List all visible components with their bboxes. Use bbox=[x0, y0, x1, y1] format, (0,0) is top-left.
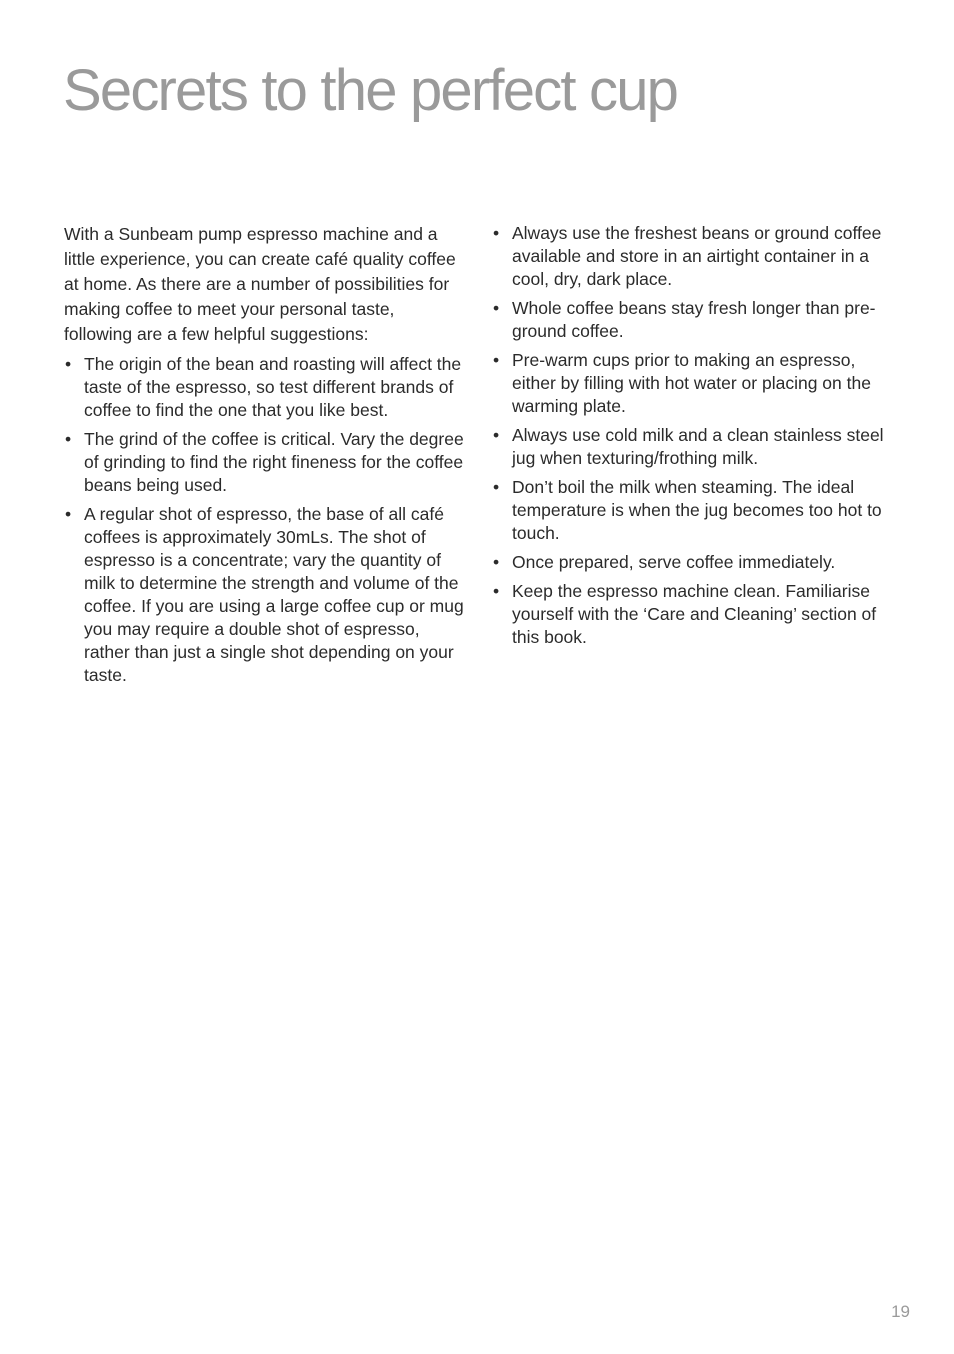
bullet-icon: • bbox=[65, 354, 72, 374]
right-bullet-list bbox=[492, 222, 892, 649]
list-item bbox=[492, 551, 892, 574]
list-item bbox=[64, 428, 464, 497]
bullet-icon: • bbox=[493, 581, 500, 601]
bullet-icon: • bbox=[65, 504, 72, 524]
list-item bbox=[492, 222, 892, 291]
list-item-text: Pre-warm cups prior to making an espresso, either by filling with hot water or placing on the warming plate. bbox=[512, 350, 871, 416]
left-column bbox=[64, 222, 464, 693]
bullet-icon: • bbox=[493, 477, 500, 497]
list-item-text: Whole coffee beans stay fresh longer than pre-ground coffee. bbox=[512, 298, 876, 341]
list-item-text: Keep the espresso machine clean. Familiarise yourself with the ‘Care and Cleaning’ section of this book. bbox=[512, 581, 877, 647]
list-item bbox=[64, 503, 464, 687]
list-item-text: Once prepared, serve coffee immediately. bbox=[512, 552, 836, 572]
bullet-icon: • bbox=[493, 552, 500, 572]
bullet-icon: • bbox=[493, 298, 500, 318]
list-item bbox=[492, 424, 892, 470]
page-number: 19 bbox=[891, 1302, 910, 1321]
list-item bbox=[492, 349, 892, 418]
left-bullet-list bbox=[64, 353, 464, 687]
list-item bbox=[64, 353, 464, 422]
right-column bbox=[492, 222, 892, 655]
bullet-icon: • bbox=[493, 223, 500, 243]
list-item-text: Don’t boil the milk when steaming. The ideal temperature is when the jug becomes too hot to touch. bbox=[512, 477, 882, 543]
list-item bbox=[492, 580, 892, 649]
list-item-text: Always use cold milk and a clean stainless steel jug when texturing/frothing milk. bbox=[512, 425, 884, 468]
list-item bbox=[492, 297, 892, 343]
bullet-icon: • bbox=[65, 429, 72, 449]
list-item-text: The origin of the bean and roasting will affect the taste of the espresso, so test different brands of coffee to find the one that you like best. bbox=[84, 354, 462, 420]
list-item-text: A regular shot of espresso, the base of all café coffees is approximately 30mLs. The shot of espresso is a concentrate; vary the quantity of milk to determine the strength and volume of the coffee. If you are using a large coffee cup or mug you may require a double shot of espresso, rather than just a single shot depending on your taste. bbox=[84, 504, 464, 685]
list-item-text: The grind of the coffee is critical. Vary the degree of grinding to find the right fineness for the coffee beans being used. bbox=[84, 429, 464, 495]
bullet-icon: • bbox=[493, 425, 500, 445]
bullet-icon: • bbox=[493, 350, 500, 370]
page-title: Secrets to the perfect cup bbox=[63, 58, 678, 123]
intro-paragraph: With a Sunbeam pump espresso machine and a little experience, you can create café quality coffee at home. As there are a number of possibilities for making coffee to meet your personal taste, following are a few helpful suggestions: bbox=[64, 224, 456, 344]
list-item bbox=[492, 476, 892, 545]
list-item-text: Always use the freshest beans or ground coffee available and store in an airtight container in a cool, dry, dark place. bbox=[512, 223, 882, 289]
